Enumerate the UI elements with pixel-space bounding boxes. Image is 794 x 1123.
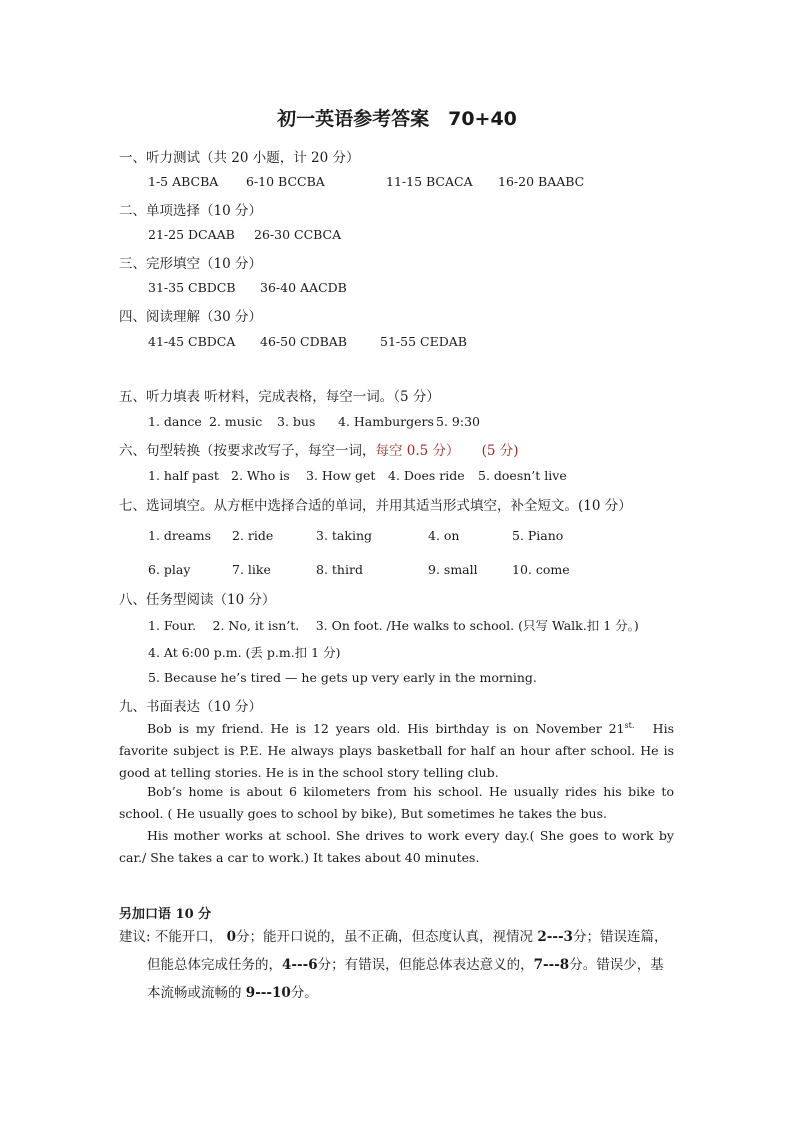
answer-group: 26-30 CCBCA xyxy=(254,227,342,242)
note-score: 0 xyxy=(226,929,237,945)
answer-item: 4. on xyxy=(428,528,460,543)
answer-group: 31-35 CBDCB xyxy=(148,280,236,295)
answer-item: 3. How get xyxy=(306,468,376,483)
note-score: 4---6 xyxy=(282,957,318,973)
essay-paragraph-1-start: Bob is my friend. He is 12 years old. His birthday is on November 21 xyxy=(147,721,625,737)
answer-group: 11-15 BCACA xyxy=(386,174,473,189)
answer-item: 1. half past xyxy=(148,468,219,483)
answer-group: 46-50 CDBAB xyxy=(260,334,347,349)
answer-item: 2. ride xyxy=(232,528,274,543)
answer-item: 2. music xyxy=(209,414,263,429)
answer-item: 1. dance xyxy=(148,414,202,429)
answer-item: 7. like xyxy=(232,562,271,577)
section-9-heading: 九、书面表达（10 分） xyxy=(119,699,262,715)
note-continuation xyxy=(119,979,675,1007)
answer-item: 3. taking xyxy=(316,528,372,543)
essay-paragraph-1-rest: His favorite subject is P.E. He always plays basketball for half an hour after school. He is good at telling stories. He is in the school story telling club. xyxy=(119,721,674,781)
answer-group: 51-55 CEDAB xyxy=(380,334,467,349)
answer-group: 16-20 BAABC xyxy=(498,174,585,189)
answer-item: 3. bus xyxy=(277,414,316,429)
essay-paragraph-3: His mother works at school. She drives to work every day.( She goes to work by car./ She takes a car to work.) It takes about 40 minutes. xyxy=(119,828,674,865)
answer-item: 10. come xyxy=(512,562,570,577)
answer-group: 41-45 CBDCA xyxy=(148,334,236,349)
section-1-heading: 一、听力测试（共 20 小题，计 20 分） xyxy=(119,150,360,166)
section-8-line-1: 1. Four. 2. No, it isn’t. 3. On foot. /He walks to school. (只写 Walk.扣 1 分。) xyxy=(148,618,639,633)
section-6-heading-note: 每空 0.5 分） xyxy=(375,443,460,459)
note-text: 建议: 不能开口， xyxy=(119,929,227,945)
ordinal-suffix: st. xyxy=(624,721,635,730)
answer-item: 1. dreams xyxy=(148,528,211,543)
note-text: 本流畅或流畅的 xyxy=(147,985,246,1001)
section-8-heading: 八、任务型阅读（10 分） xyxy=(119,592,276,608)
note-score: 9---10 xyxy=(245,985,291,1001)
note-text: 分；能开口说的，虽不正确，但态度认真，视情况 xyxy=(236,929,538,945)
answer-item: 5. doesn’t live xyxy=(478,468,567,483)
section-6-heading xyxy=(119,439,518,459)
note-text: 分。错误少，基 xyxy=(569,957,664,973)
section-8-line-3: 5. Because he’s tired — he gets up very early in the morning. xyxy=(148,670,537,685)
section-8-line-2: 4. At 6:00 p.m. (丢 p.m.扣 1 分) xyxy=(148,645,341,660)
essay-paragraph-2: Bob’s home is about 6 kilometers from his school. He usually rides his bike to school. ( He usually goes to school by bike), But sometimes he takes the bus. xyxy=(119,784,674,821)
note-text: 但能总体完成任务的， xyxy=(147,957,282,973)
essay-paragraph-1 xyxy=(119,715,674,784)
note-score: 2---3 xyxy=(537,929,573,945)
answer-item: 9. small xyxy=(428,562,478,577)
answer-group: 36-40 AACDB xyxy=(260,280,347,295)
section-2-heading: 二、单项选择（10 分） xyxy=(119,203,262,219)
note-text: 分；错误连篇， xyxy=(572,929,668,945)
section-5-heading: 五、听力填表 听材料，完成表格，每空一词。（5 分） xyxy=(119,389,440,405)
oral-grading-note xyxy=(119,923,675,1007)
answer-item: 5. 9:30 xyxy=(436,414,480,429)
answer-group: 21-25 DCAAB xyxy=(148,227,235,242)
answer-item: 8. third xyxy=(316,562,363,577)
section-7-heading: 七、选词填空。从方框中选择合适的单词，并用其适当形式填空，补全短文。(10 分） xyxy=(119,498,632,514)
note-continuation xyxy=(119,951,675,979)
answer-group: 1-5 ABCBA xyxy=(148,174,219,189)
answer-item: 6. play xyxy=(148,562,191,577)
page-title: 初一英语参考答案 70+40 xyxy=(277,108,517,130)
answer-group: 6-10 BCCBA xyxy=(246,174,325,189)
note-text: 分；有错误，但能总体表达意义的， xyxy=(317,957,534,973)
section-3-heading: 三、完形填空（10 分） xyxy=(119,256,262,272)
note-score: 7---8 xyxy=(533,957,570,973)
answer-item: 5. Piano xyxy=(512,528,564,543)
oral-bonus-heading: 另加口语 10 分 xyxy=(119,907,212,922)
note-text: 分。 xyxy=(290,985,318,1001)
answer-item: 4. Hamburgers xyxy=(338,414,434,429)
answer-item: 2. Who is xyxy=(231,468,290,483)
answer-item: 4. Does ride xyxy=(388,468,465,483)
section-4-heading: 四、阅读理解（30 分） xyxy=(119,309,262,325)
section-6-heading-score: (5 分) xyxy=(481,443,519,459)
section-6-heading-main: 六、句型转换（按要求改写子，每空一词， xyxy=(119,443,376,459)
